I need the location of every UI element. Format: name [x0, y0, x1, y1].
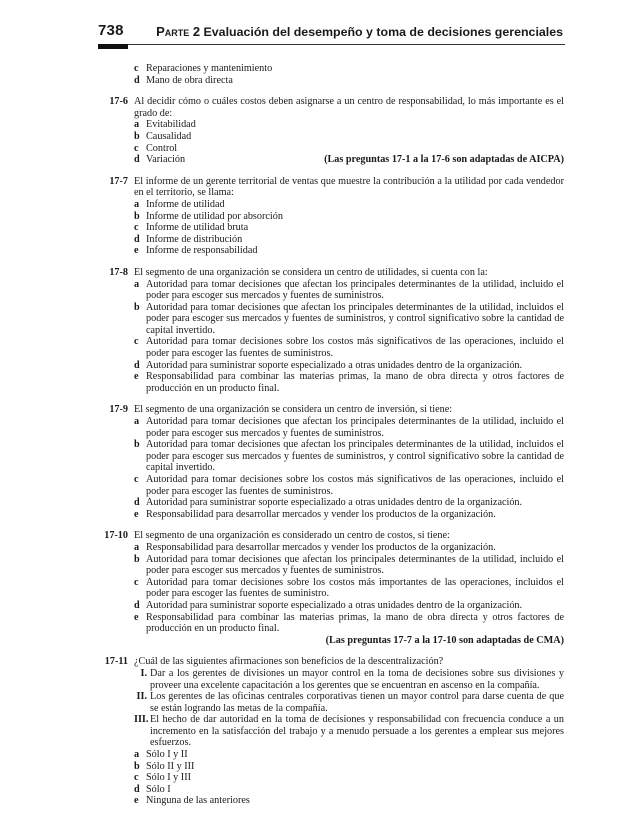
option-text: Informe de utilidad [146, 198, 225, 210]
option [134, 119, 564, 131]
statement-text: Dar a los gerentes de divisiones un mayor control en la toma de decisiones sobre sus divisiones y proveer una excelente capacitación a los gerentes que se encuentran en ascenso en la compañía. [150, 667, 564, 691]
option-text: Responsabilidad para combinar las materias primas, la mano de obra directa y otros factores de producción en un producto final. [146, 611, 564, 635]
statement-numeral: I. [140, 667, 147, 679]
option [134, 416, 564, 439]
option [134, 772, 564, 784]
option [134, 199, 564, 211]
option-text: Sólo I [146, 783, 171, 795]
question-number: 17-7 [109, 175, 128, 187]
option [134, 234, 564, 246]
option [134, 302, 564, 337]
option-letter: c [134, 336, 139, 348]
option [134, 63, 564, 75]
question-stem: Al decidir cómo o cuáles costos deben asignarse a un centro de responsabilidad, lo más importante es el grado de: [134, 96, 564, 119]
option [134, 211, 564, 223]
option-text: Responsabilidad para desarrollar mercados y vender los productos de la organización. [146, 508, 496, 520]
option-letter: a [134, 278, 140, 290]
source-note-row [134, 635, 564, 647]
option-text: Autoridad para tomar decisiones sobre los costos más significativos de las operaciones, incluido el poder para escoger las fuentes de suministros. [146, 474, 564, 497]
option [134, 784, 564, 796]
part-title: Evaluación del desempeño y toma de decisiones gerenciales [203, 25, 563, 39]
header-tab-mark [98, 44, 128, 49]
question-17-8 [98, 267, 564, 395]
option-text: Autoridad para tomar decisiones que afectan los principales determinantes de la utilidad, incluidos el poder para escoger sus mercados y fuentes de suministros, y control significativo sobre la cantidad de capital invertido. [146, 301, 564, 336]
question-number: 17-9 [109, 404, 128, 416]
option-letter: a [134, 749, 140, 761]
option-text: Informe de utilidad por absorción [146, 210, 283, 222]
header-rule [98, 44, 565, 45]
option [134, 154, 564, 166]
option [134, 761, 564, 773]
option [134, 439, 564, 474]
statement [134, 714, 564, 749]
option [134, 497, 564, 509]
source-note: (Las preguntas 17-1 a la 17-6 son adaptadas de AICPA) [324, 154, 564, 166]
option [134, 245, 564, 257]
option-text: Autoridad para tomar decisiones que afectan los principales determinantes de la utilidad, incluido el poder para escoger sus mercados y fuentes de suministros. [146, 416, 564, 439]
option-letter: b [134, 439, 140, 451]
statement-numeral: II. [136, 691, 147, 703]
option-letter: c [134, 772, 139, 784]
page-number: 738 [98, 22, 124, 39]
option-letter: b [134, 301, 140, 313]
option-letter: d [134, 74, 140, 86]
option-text: Sólo I y II [146, 749, 188, 761]
statement-text: El hecho de dar autoridad en la toma de decisiones y responsabilidad con frecuencia conduce a un incremento en la satisfacción del trabajo y a menudo persuade a los gerentes a emplear sus mejores esfuerzos. [150, 714, 564, 749]
option [134, 131, 564, 143]
option-letter: d [134, 154, 140, 166]
option-letter: d [134, 783, 140, 795]
option [134, 612, 564, 635]
option [134, 554, 564, 577]
option-text: Responsabilidad para desarrollar mercados y vender los productos de la organización. [146, 541, 496, 553]
option-letter: e [134, 245, 139, 257]
page-header [0, 0, 638, 60]
option-text: Reparaciones y mantenimiento [146, 63, 273, 74]
question-17-5-continuation [98, 63, 564, 86]
option-letter: b [134, 210, 140, 222]
running-head [156, 24, 563, 39]
question-stem: El informe de un gerente territorial de ventas que muestre la contribución a la utilidad por cada vendedor en el territorio, se llama: [134, 175, 564, 199]
option [134, 75, 564, 87]
option-text: Autoridad para tomar decisiones sobre los costos más importantes de las operaciones, incluidos el poder para escoger las fuentes de suministro. [146, 576, 564, 600]
question-number: 17-8 [109, 266, 128, 278]
option [134, 749, 564, 761]
option [134, 360, 564, 372]
option-letter: e [134, 611, 139, 623]
option-letter: d [134, 233, 140, 245]
option [134, 542, 564, 554]
option-letter: b [134, 553, 140, 565]
option [134, 577, 564, 600]
option-text: Evitabilidad [146, 119, 196, 131]
option-letter: e [134, 371, 139, 383]
option-letter: c [134, 63, 139, 74]
option-letter: d [134, 599, 140, 611]
option [134, 509, 564, 521]
question-17-11 [98, 656, 564, 807]
option-text: Autoridad para suministrar soporte especializado a otras unidades dentro de la organización. [146, 497, 523, 509]
question-list [98, 63, 564, 817]
option [134, 143, 564, 155]
option-text: Sólo II y III [146, 760, 195, 772]
question-number: 17-6 [109, 96, 128, 108]
option-letter: c [134, 576, 139, 588]
statement-numeral: III. [134, 714, 149, 726]
option-letter: e [134, 795, 139, 807]
option-text: Autoridad para tomar decisiones que afectan los principales determinantes de la utilidad, incluido el poder para escoger sus mercados y fuentes de suministros. [146, 278, 564, 302]
statement [134, 668, 564, 691]
option-letter: d [134, 359, 140, 371]
option-text: Informe de responsabilidad [146, 245, 258, 257]
option-letter: c [134, 222, 139, 234]
option-letter: b [134, 130, 140, 142]
option [134, 600, 564, 612]
option-text: Control [146, 142, 178, 154]
question-17-7 [98, 176, 564, 257]
option-text: Autoridad para tomar decisiones que afectan los principales determinantes de la utilidad, incluidos el poder para escoger sus mercados y fuentes de suministros, y control significativo sobre la cantidad de capital invertido. [146, 439, 564, 474]
option-text: Autoridad para tomar decisiones sobre los costos más significativos de las operaciones, incluido el poder para escoger las fuentes de suministros. [146, 336, 564, 360]
statement-text: Los gerentes de las oficinas centrales corporativas tienen un mayor control para darse cuenta de que se están logrando las metas de la compañía. [150, 691, 564, 714]
option-letter: e [134, 508, 139, 520]
option [134, 795, 564, 807]
option-letter: a [134, 416, 140, 428]
option [134, 222, 564, 234]
option-text: Variación [146, 154, 186, 166]
option-letter: a [134, 198, 140, 210]
option [134, 336, 564, 359]
option-letter: a [134, 541, 140, 553]
option-text: Responsabilidad para combinar las materias primas, la mano de obra directa y otros factores de producción en un producto final. [146, 371, 564, 394]
question-stem: El segmento de una organización es considerado un centro de costos, si tiene: [134, 530, 450, 542]
question-number: 17-11 [104, 656, 128, 668]
option-letter: c [134, 142, 139, 154]
question-17-9 [98, 404, 564, 520]
question-stem: ¿Cuál de las siguientes afirmaciones son beneficios de la descentralización? [134, 656, 444, 668]
question-number: 17-10 [104, 530, 128, 542]
option-letter: d [134, 497, 140, 509]
option-text: Autoridad para tomar decisiones que afectan los principales determinantes de la utilidad, incluido el poder para escoger sus mercados y fuentes de suministros. [146, 553, 564, 577]
option-text: Autoridad para suministrar soporte especializado a otras unidades dentro de la organización. [146, 599, 523, 611]
question-17-10 [98, 530, 564, 646]
question-stem: El segmento de una organización se considera un centro de utilidades, si cuenta con la: [134, 266, 488, 278]
option-text: Ninguna de las anteriores [146, 795, 250, 807]
option-letter: a [134, 119, 140, 131]
statement [134, 691, 564, 714]
question-17-6 [98, 96, 564, 166]
question-stem: El segmento de una organización se considera un centro de inversión, si tiene: [134, 404, 453, 416]
option-text: Informe de utilidad bruta [146, 222, 249, 234]
option [134, 371, 564, 394]
option-text: Autoridad para suministrar soporte especializado a otras unidades dentro de la organización. [146, 359, 523, 371]
option-text: Informe de distribución [146, 233, 243, 245]
option [134, 474, 564, 497]
part-label: Parte 2 [156, 24, 201, 39]
source-note: (Las preguntas 17-7 a la 17-10 son adaptadas de CMA) [325, 634, 564, 646]
option-text: Causalidad [146, 130, 192, 142]
option-letter: b [134, 760, 140, 772]
option-text: Sólo I y III [146, 772, 191, 784]
option-letter: c [134, 474, 139, 485]
option-text: Mano de obra directa [146, 74, 233, 86]
option [134, 279, 564, 302]
